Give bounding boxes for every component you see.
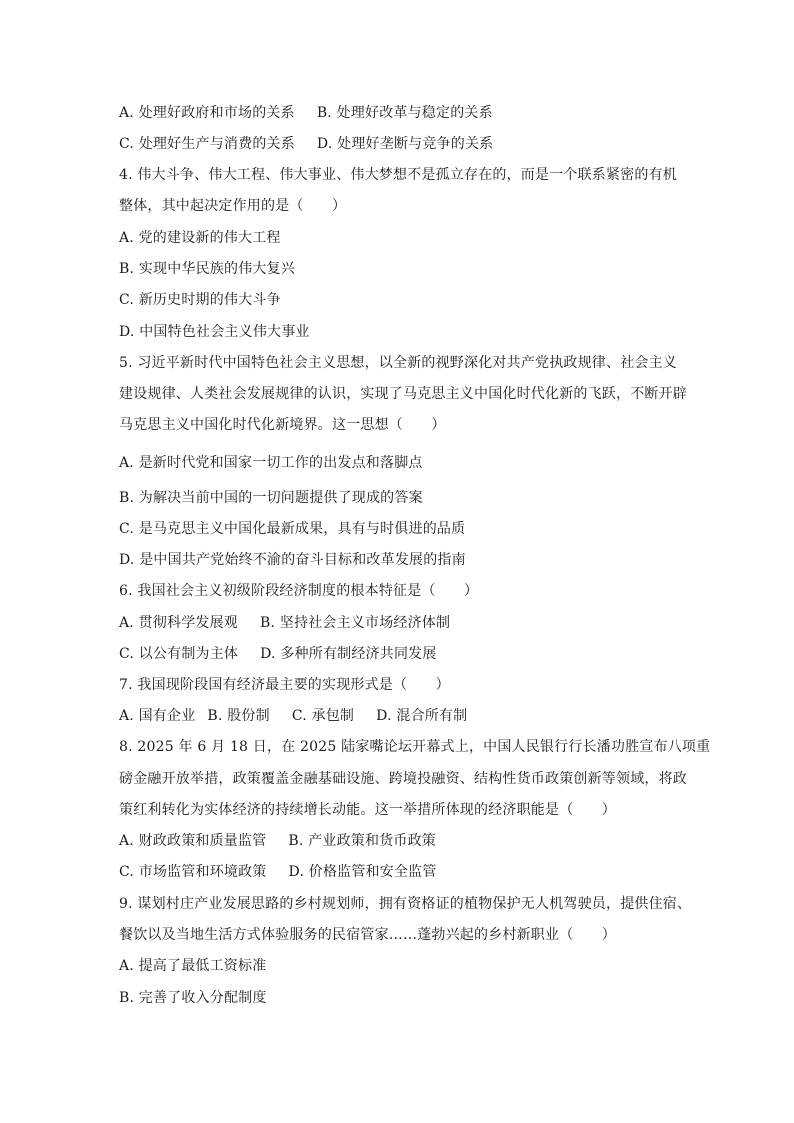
q5-option-d: D. 是中国共产党始终不渝的奋斗目标和改革发展的指南 <box>119 552 466 568</box>
q7-stem: 7. 我国现阶段国有经济最主要的实现形式是（ ） <box>119 677 450 693</box>
q8-option-d: D. 价格监管和安全监管 <box>288 864 437 880</box>
q9-stem-line-2: 餐饮以及当地生活方式体验服务的民宿管家……蓬勃兴起的乡村新职业（ ） <box>119 927 616 943</box>
q6-options-row-1 <box>119 614 450 632</box>
q9-option-b: B. 完善了收入分配制度 <box>119 990 267 1006</box>
q7-option-b: B. 股份制 <box>207 708 270 724</box>
q4-option-d: D. 中国特色社会主义伟大事业 <box>119 324 310 340</box>
q8-option-c: C. 市场监管和环境政策 <box>119 864 267 880</box>
q3-option-a: A. 处理好政府和市场的关系 <box>119 105 295 121</box>
q5-option-c: C. 是马克思主义中国化最新成果，具有与时俱进的品质 <box>119 521 466 537</box>
q8-option-b: B. 产业政策和货币政策 <box>288 833 437 849</box>
q5-stem-line-2: 建设规律、人类社会发展规律的认识，实现了马克思主义中国化时代化新的飞跃，不断开辟 <box>119 386 687 402</box>
q3-option-c: C. 处理好生产与消费的关系 <box>119 136 295 152</box>
q8-stem-line-2: 磅金融开放举措，政策覆盖金融基础设施、跨境投融资、结构性货币政策创新等领域，将政 <box>119 771 687 787</box>
q9-stem-line-1: 9. 谋划村庄产业发展思路的乡村规划师，拥有资格证的植物保护无人机驾驶员，提供住宿、 <box>119 896 692 912</box>
q5-option-b: B. 为解决当前中国的一切问题提供了现成的答案 <box>119 490 423 506</box>
q6-option-c: C. 以公有制为主体 <box>119 646 239 662</box>
q7-option-c: C. 承包制 <box>291 708 355 724</box>
q6-option-b: B. 坚持社会主义市场经济体制 <box>260 615 451 631</box>
q8-options-row-1 <box>119 832 436 850</box>
q8-option-a: A. 财政政策和质量监管 <box>119 833 267 849</box>
q3-options-row-1 <box>119 104 493 122</box>
q3-option-b: B. 处理好改革与稳定的关系 <box>316 105 493 121</box>
q7-option-a: A. 国有企业 <box>119 708 196 724</box>
q4-stem-line-2: 整体，其中起决定作用的是（ ） <box>119 198 347 214</box>
q4-option-b: B. 实现中华民族的伟大复兴 <box>119 261 295 277</box>
q6-stem: 6. 我国社会主义初级阶段经济制度的根本特征是（ ） <box>119 583 479 599</box>
q4-option-c: C. 新历史时期的伟大斗争 <box>119 292 281 308</box>
q8-options-row-2 <box>119 863 437 881</box>
q7-option-d: D. 混合所有制 <box>376 708 468 724</box>
q3-options-row-2 <box>119 135 493 153</box>
q8-stem-line-3: 策红利转化为实体经济的持续增长动能。这一举措所体现的经济职能是（ ） <box>119 802 616 818</box>
q4-option-a: A. 党的建设新的伟大工程 <box>119 230 281 246</box>
q7-options <box>119 707 467 725</box>
q9-option-a: A. 提高了最低工资标准 <box>119 958 267 974</box>
q6-options-row-2 <box>119 645 437 663</box>
q3-option-d: D. 处理好垄断与竞争的关系 <box>316 136 494 152</box>
q4-stem-line-1: 4. 伟大斗争、伟大工程、伟大事业、伟大梦想不是孤立存在的，而是一个联系紧密的有机 <box>119 167 678 183</box>
q5-option-a: A. 是新时代党和国家一切工作的出发点和落脚点 <box>119 455 423 471</box>
q5-stem-line-1: 5. 习近平新时代中国特色社会主义思想，以全新的视野深化对共产党执政规律、社会主义 <box>119 355 678 371</box>
q8-stem-line-1: 8. 2025 年 6 月 18 日，在 2025 陆家嘴论坛开幕式上，中国人民银行行长潘功胜宣布八项重 <box>119 739 711 755</box>
q6-option-d: D. 多种所有制经济共同发展 <box>260 646 437 662</box>
q5-stem-line-3: 马克思主义中国化时代化新境界。这一思想（ ） <box>119 417 446 433</box>
q6-option-a: A. 贯彻科学发展观 <box>119 615 239 631</box>
